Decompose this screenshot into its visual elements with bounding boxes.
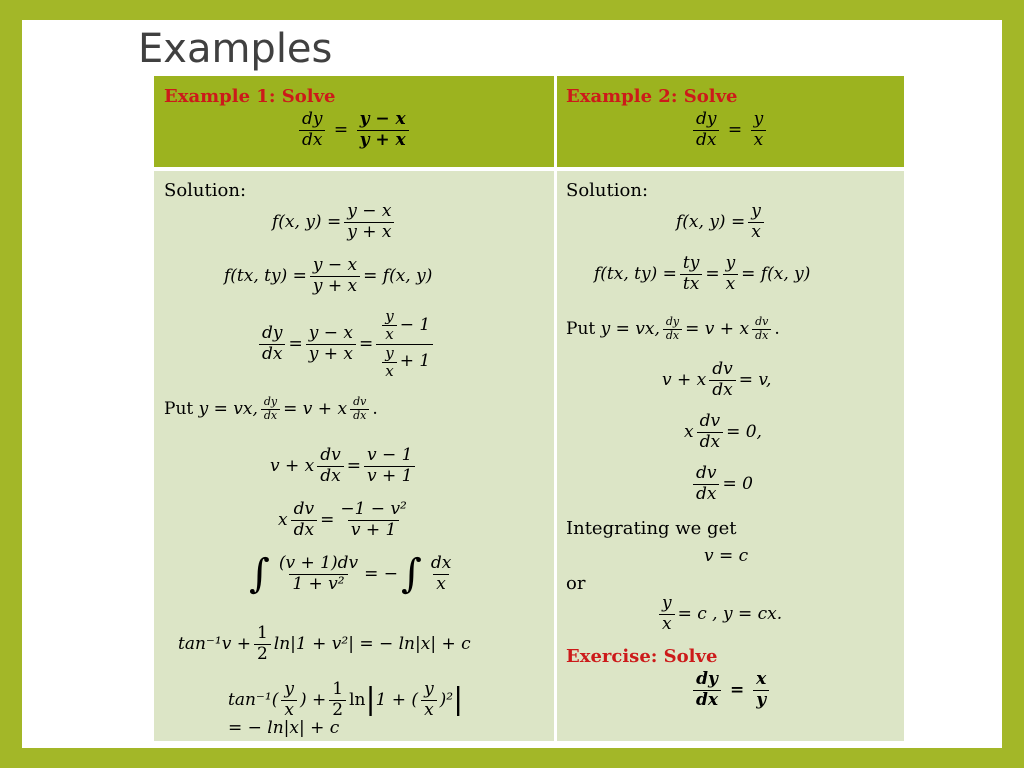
expr: f(x, y) = xyxy=(272,212,342,233)
frac-num: y − x xyxy=(312,255,358,275)
frac-den: dx xyxy=(693,130,719,151)
frac-num: y − x xyxy=(347,201,392,221)
frac-den: dx xyxy=(709,380,735,401)
frac-den: dx xyxy=(317,466,343,487)
frac-den: 1 + v² xyxy=(289,574,347,595)
integral-icon: ∫ xyxy=(400,551,422,598)
example2-heading: Example 2: Solve xyxy=(566,86,738,107)
frac-den: y + x xyxy=(310,276,360,297)
frac-num: y xyxy=(725,253,736,273)
frac-num: y − x xyxy=(308,322,353,343)
example1-equation: $\frac{dy}{dx}$ = $\frac{y - x}{y + x}$ xyxy=(296,110,412,150)
frac-den: 2 xyxy=(329,700,346,721)
example1-heading: Example 1: Solve xyxy=(164,86,336,107)
frac-den: 2 xyxy=(254,644,271,665)
expr: = − xyxy=(364,564,398,585)
frac-num: dy xyxy=(262,322,283,343)
expr: v + x xyxy=(662,370,707,391)
expr: = c , y = cx. xyxy=(677,604,783,625)
ex1-line2 xyxy=(224,256,432,296)
frac-den: x xyxy=(751,130,767,151)
ex1-line3: $\frac{dy}{dx}$ = $\frac{y - x}{y + x}$ = $\frac{y}{x}$ − 1 $\frac{y}{x}$ + 1 xyxy=(256,308,436,380)
expr: = − ln|x| + c xyxy=(228,718,340,738)
frac-num: dv xyxy=(353,395,367,408)
abs-bar-icon: | xyxy=(453,682,464,718)
example2-solution-label: Solution: xyxy=(566,180,649,201)
row-separator xyxy=(154,167,904,171)
frac-den: x xyxy=(433,574,449,595)
frac-num: y xyxy=(751,201,761,221)
ex1-line6: x $\frac{dv}{dx}$ = $\frac{\text{−1 − v²}}{v + 1}$ xyxy=(278,500,413,540)
frac-den: y xyxy=(753,690,769,711)
slide xyxy=(22,20,1002,748)
frac-num: y − x xyxy=(359,109,406,129)
expr: f(tx, ty) = xyxy=(594,264,677,285)
frac-den: dx xyxy=(350,409,369,423)
frac-num: −1 − v² xyxy=(340,499,407,519)
ex1-line9 xyxy=(228,680,463,720)
frac-num: v − 1 xyxy=(367,445,413,465)
ex1-put-line xyxy=(164,396,378,422)
ex2-line4 xyxy=(662,360,771,400)
expr: + 1 xyxy=(399,351,431,372)
frac-den: dx xyxy=(291,520,317,541)
column-divider xyxy=(554,76,557,741)
frac-num: y xyxy=(385,343,394,362)
frac-num: 1 xyxy=(256,623,268,643)
frac-num: dy xyxy=(263,395,278,408)
expr: v + x xyxy=(270,456,315,477)
expr: = v + x xyxy=(283,399,348,420)
nested-fraction xyxy=(376,308,433,380)
frac-den: v + 1 xyxy=(364,466,415,487)
expr: tan⁻¹v + xyxy=(178,634,251,655)
frac-den: x xyxy=(281,700,297,721)
expr: v = c xyxy=(704,546,749,566)
frac-num: y xyxy=(753,109,764,129)
frac-den: dx xyxy=(299,130,325,151)
ex2-line5 xyxy=(684,412,762,452)
expr: = v, xyxy=(738,370,772,391)
integral-icon: ∫ xyxy=(249,551,270,598)
frac-num: 1 xyxy=(332,679,344,699)
expr: ) + xyxy=(299,690,327,711)
ex2-put-line xyxy=(566,316,780,342)
frac-num: (v + 1)dv xyxy=(278,553,359,573)
expr: ln|1 + v²| = − ln|x| + c xyxy=(273,634,471,655)
frac-num: dx xyxy=(430,553,452,573)
ex1-line10 xyxy=(228,718,339,738)
example1-solution-label: Solution: xyxy=(164,180,247,201)
expr: 1 + ( xyxy=(375,690,419,711)
frac-den: dx xyxy=(693,484,719,505)
frac-num: dv xyxy=(696,463,717,483)
put-label: Put xyxy=(566,319,596,340)
frac-den: dx xyxy=(663,329,682,343)
expr: = 0 xyxy=(722,474,753,495)
ex2-line7 xyxy=(704,546,748,566)
ex1-line7 xyxy=(246,551,457,598)
frac-num: dv xyxy=(320,445,341,465)
ex1-line1 xyxy=(272,202,397,242)
expr: = f(x, y) xyxy=(363,266,433,287)
expr: = f(x, y) xyxy=(741,264,811,285)
frac-num: y xyxy=(385,307,394,325)
abs-bar-icon: | xyxy=(365,682,376,718)
ex1-line5: v + x $\frac{dv}{dx}$ = $\frac{v - 1}{v + 1}$ xyxy=(270,446,418,486)
frac-den: x xyxy=(421,700,437,721)
expr: . xyxy=(774,319,780,340)
expr: = v + x xyxy=(685,319,750,340)
frac-num: dv xyxy=(699,411,721,431)
frac-den: x xyxy=(382,325,396,343)
frac-den: tx xyxy=(680,274,702,295)
or-text: or xyxy=(566,573,586,594)
expr: y = vx, xyxy=(600,319,660,340)
frac-den: v + 1 xyxy=(348,520,399,541)
frac-den: x xyxy=(382,362,396,380)
example2-equation: $\frac{dy}{dx}$ = $\frac{y}{x}$ xyxy=(690,110,769,150)
ex2-line2: f(tx, ty) = $\frac{ty}{tx}$ = $\frac{y}{x}$ = f(x, y) xyxy=(594,253,811,294)
frac-den: dx xyxy=(697,432,723,453)
expr: y = vx, xyxy=(198,399,258,420)
expr: − 1 xyxy=(399,314,431,335)
expr: tan⁻¹( xyxy=(228,690,279,711)
exercise-equation: $\frac{dy}{dx}$ = $\frac{x}{y}$ xyxy=(690,670,772,710)
frac-den: x xyxy=(659,614,675,635)
frac-den: x xyxy=(723,274,739,295)
expr: x xyxy=(278,510,288,531)
frac-den: dx xyxy=(693,690,721,711)
frac-num: y xyxy=(424,679,434,699)
examples-table xyxy=(154,76,904,741)
ex2-line8 xyxy=(656,594,782,634)
ex2-line6 xyxy=(690,464,753,504)
frac-num: dy xyxy=(665,315,680,328)
frac-num: x xyxy=(756,669,767,689)
frac-den: y + x xyxy=(344,222,394,243)
frac-num: dv xyxy=(712,359,733,379)
frac-den: dx xyxy=(261,409,280,423)
expr: x xyxy=(684,422,694,443)
frac-num: dy xyxy=(302,109,323,129)
frac-num: dy xyxy=(696,109,717,129)
expr: )² xyxy=(439,690,454,711)
frac-den: dx xyxy=(259,344,285,365)
frac-den: y + x xyxy=(357,130,409,151)
put-label: Put xyxy=(164,399,194,420)
slide-title: Examples xyxy=(138,26,333,72)
frac-num: dv xyxy=(755,315,769,328)
frac-num: y xyxy=(284,679,294,699)
exercise-heading: Exercise: Solve xyxy=(566,646,718,667)
expr: f(x, y) = xyxy=(676,212,746,233)
expr: f(tx, ty) = xyxy=(224,266,307,287)
integrating-text: Integrating we get xyxy=(566,518,737,539)
frac-num: dy xyxy=(696,669,718,689)
frac-num: y xyxy=(662,593,672,613)
frac-den: x xyxy=(748,222,764,243)
expr: . xyxy=(372,399,378,420)
expr: = 0, xyxy=(726,422,762,443)
frac-num: dv xyxy=(293,499,315,519)
frac-den: dx xyxy=(752,329,771,343)
frac-num: ty xyxy=(682,253,700,273)
expr: ln xyxy=(349,690,366,711)
ex2-line1 xyxy=(676,202,767,242)
frac-den: y + x xyxy=(306,344,356,365)
ex1-line8 xyxy=(178,624,471,664)
